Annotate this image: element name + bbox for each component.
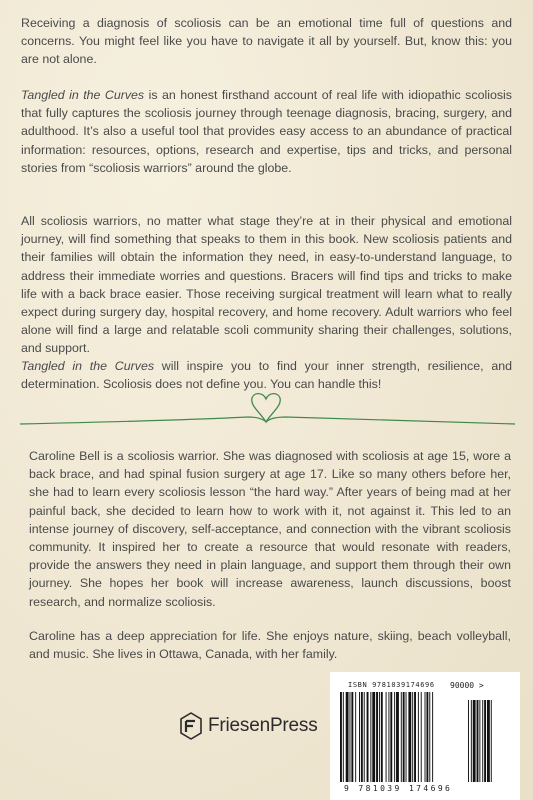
isbn-number: 9 781039 174696 <box>344 784 453 793</box>
author-personal-paragraph: Caroline has a deep appreciation for life. She enjoys nature, skiing, beach volleyball, and music. She lives in Ottawa, Canada, with her family. <box>29 629 511 662</box>
price-code: 90000 > <box>450 681 484 690</box>
publisher-logo <box>180 712 318 740</box>
closing-text: will inspire you to find your inner strength, resilience, and determination. Scoliosis does not define you. You can handle this! <box>21 359 512 392</box>
author-bio-paragraph: Caroline Bell is a scoliosis warrior. She was diagnosed with scoliosis at age 15, wore a back brace, and had spinal fusion surgery at age 17. Like so many others before her, she had to learn every scoliosis lesson “the hard way.” After years of being mad at her painful back, she decided to learn how to work with it, not against it. This led to an intense journey of discovery, self-acceptance, and connection with the vibrant scoliosis community. It inspired her to create a resource that would resonate with readers, provide the answers they need in plain language, and support them through their own journey. She hopes her book will increase awareness, launch discussions, boost research, and normalize scoliosis. <box>29 449 511 609</box>
barcode <box>330 672 520 800</box>
description-text: is an honest firsthand account of real life with idiopathic scoliosis that fully captures the scoliosis journey through teenage diagnosis, bracing, surgery, and adulthood. It’s also a useful tool that provides easy access to an abundance of practical information: resources, options, research and expertise, tips and tricks, and personal stories from “scoliosis warriors” around the globe. <box>21 88 512 175</box>
publisher-mark-icon <box>180 712 202 740</box>
heart-divider-icon <box>0 388 533 438</box>
isbn-label: ISBN 9781039174696 <box>348 681 435 689</box>
description-paragraph <box>21 86 512 177</box>
book-title-italic: Tangled in the Curves <box>21 88 145 102</box>
audience-paragraph: All scoliosis warriors, no matter what stage they’re at in their physical and emotional journey, will find something that speaks to them in this book. New scoliosis patients and their families will obtain the information they need, in easy-to-understand language, to address their immediate worries and questions. Bracers will find tips and tricks to make life with a back brace easier. Those receiving surgical treatment will learn what to really expect during surgery day, hospital recovery, and home recovery. Adult warriors who feel alone will find a large and relatable scoli community sharing their challenges, solutions, and support. <box>21 214 512 356</box>
intro-paragraph: Receiving a diagnosis of scoliosis can be an emotional time full of questions and concerns. You might feel like you have to navigate it all by yourself. But, know this: you are not alone. <box>21 16 512 67</box>
book-title-italic: Tangled in the Curves <box>21 359 155 373</box>
publisher-name: FriesenPress <box>208 715 318 736</box>
barcode-bars-icon <box>340 692 512 782</box>
